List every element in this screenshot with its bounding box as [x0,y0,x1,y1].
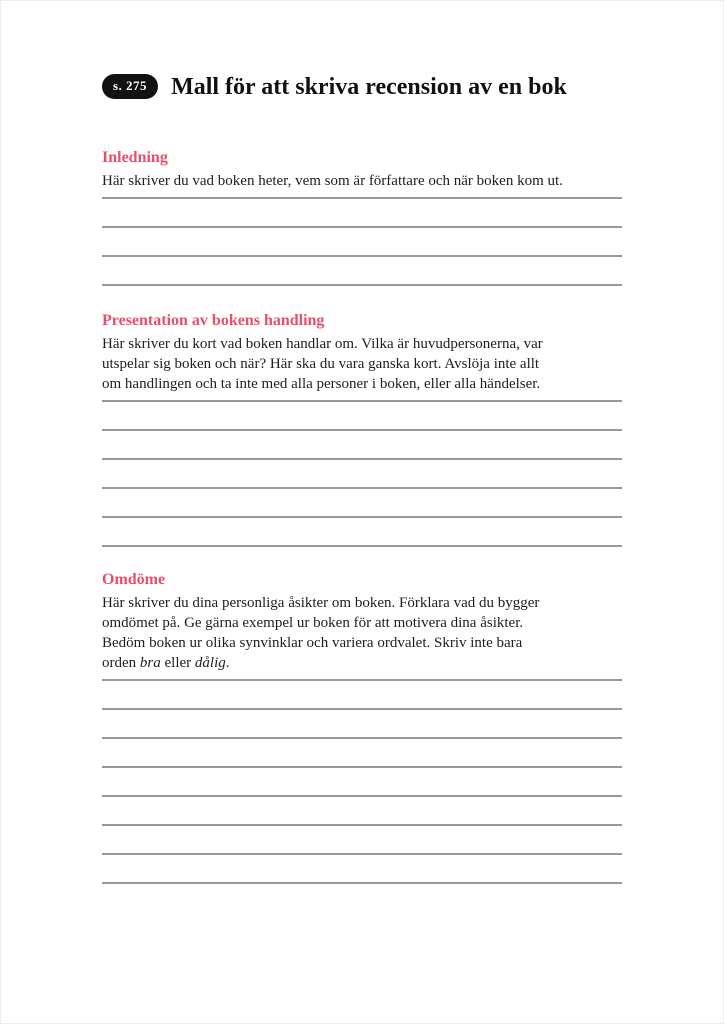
instruction-text-line: Här skriver du kort vad boken handlar om. Vilka är huvudpersonerna, var [102,336,543,352]
writing-line [102,191,622,199]
section-heading: Inledning [102,149,168,166]
page-number-badge: s. 275 [102,74,158,99]
section-instructions [102,593,622,673]
writing-line [102,199,622,228]
writing-line [102,681,622,710]
section-heading: Presentation av bokens handling [102,312,325,329]
instruction-text-line: omdömet på. Ge gärna exempel ur boken för att motivera dina åsikter. [102,615,524,631]
writing-line [102,855,622,884]
writing-line [102,710,622,739]
writing-line [102,228,622,257]
writing-line [102,768,622,797]
writing-line [102,739,622,768]
writing-line [102,518,622,547]
writing-line [102,394,622,402]
instruction-text-line: Bedöm boken ur olika synvinklar och variera ordvalet. Skriv inte bara [102,635,523,651]
writing-line [102,489,622,518]
writing-line [102,673,622,681]
section-inledning [102,149,622,286]
section-instructions [102,171,622,191]
writing-lines-block [102,673,622,884]
section-heading: Omdöme [102,571,166,588]
page-header [102,72,622,101]
section-presentation [102,312,622,547]
section-omdome [102,571,622,884]
instruction-text-line: om handlingen och ta inte med alla personer i boken, eller alla händelser. [102,376,541,392]
instruction-text-line: Här skriver du vad boken heter, vem som är författare och när boken kom ut. [102,173,563,189]
instruction-text-line: utspelar sig boken och när? Här ska du vara ganska kort. Avslöja inte allt [102,356,540,372]
writing-lines-block [102,394,622,547]
writing-line [102,460,622,489]
writing-line [102,402,622,431]
page-title: Mall för att skriva recension av en bok [171,73,567,100]
writing-line [102,797,622,826]
instruction-text-line: orden bra eller dålig. [102,655,230,671]
section-instructions [102,334,622,394]
writing-line [102,257,622,286]
instruction-text-line: Här skriver du dina personliga åsikter om boken. Förklara vad du bygger [102,595,540,611]
writing-lines-block [102,191,622,286]
writing-line [102,826,622,855]
writing-line [102,431,622,460]
